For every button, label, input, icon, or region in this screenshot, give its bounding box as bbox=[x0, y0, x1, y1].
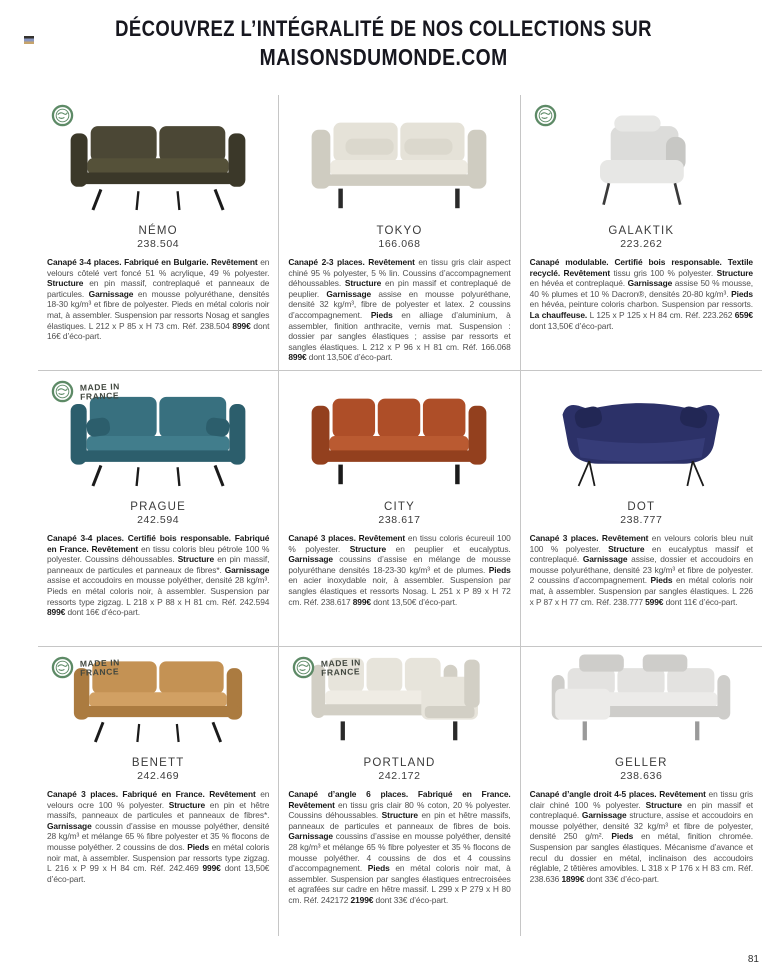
page-header bbox=[0, 0, 768, 71]
header-line2-site: MAISONSDUMONDE.COM bbox=[259, 44, 508, 71]
product-card bbox=[279, 646, 520, 936]
product-grid bbox=[38, 95, 762, 936]
sofa-illustration bbox=[530, 371, 753, 495]
product-description: Canapé modulable. Certifié bois responsable. Textile recyclé. Revêtement tissu gris 100 % polyester. Structure en hévéa et contreplaqué. Garnissage assise 50 % mousse, 40 % plumes et 10 % Dacron®, densités 20-80 kg/m³. Pieds en hévéa, peinture coloris charbon. Suspension par ressorts. La chauffeuse. L 125 x P 125 x H 84 cm. Réf. 223.262 659€ dont 13,50€ d’éco-part. bbox=[529, 257, 753, 331]
product-description: Canapé d’angle droit 4-5 places. Revêtement en tissu gris clair chiné 100 % polyester. Structure en pin massif et contreplaqué. Garnissage structure, assise et accoudoirs en mousse polyéther, densité 32 kg/m³ et fibre de polyester, densité 250 g/m². Pieds en métal, finition chromée. Suspension par sangles élastiques. Mécanisme d’avance et recul du dossier en métal, inclinaison des accoudoirs réglable, 2 têtières amovibles. L 318 x P 176 x H 83 cm. Réf. 238.636 1899€ dont 33€ d’éco-part. bbox=[529, 789, 753, 884]
product-card bbox=[279, 95, 520, 370]
product-code: 223.262 bbox=[620, 238, 663, 250]
badge-area bbox=[51, 656, 120, 679]
eco-globe-badge-icon bbox=[534, 104, 557, 127]
product-name: GELLER bbox=[615, 757, 668, 769]
product-code: 238.636 bbox=[620, 770, 663, 782]
eco-globe-badge-icon bbox=[51, 656, 74, 679]
product-card bbox=[38, 646, 279, 936]
product-name: BENETT bbox=[131, 757, 185, 769]
product-name: PRAGUE bbox=[130, 501, 187, 513]
sofa-illustration bbox=[288, 95, 510, 219]
sofa-illustration bbox=[530, 647, 753, 751]
product-code: 242.594 bbox=[137, 514, 180, 526]
product-code: 238.777 bbox=[620, 514, 663, 526]
product-description: Canapé 3-4 places. Fabriqué en Bulgarie. Revêtement en velours côtelé vert foncé 51 % acrylique, 49 % polyester. Structure en pin massif, contreplaqué et panneaux de particules. Garnissage en mousse polyuréthane, densités 18-30 kg/m³ et fibre de polyester. Pieds en métal coloris noir mat, à assembler. Suspension par ressorts Nosag et sangles élastiques. L 212 x P 85 x H 73 cm. Réf. 238.504 899€ dont 16€ d’éco-part. bbox=[47, 257, 270, 342]
made-in-france-label: MADE IN FRANCE bbox=[79, 656, 121, 678]
product-card bbox=[521, 646, 762, 936]
page-number: 81 bbox=[747, 954, 759, 965]
product-card bbox=[38, 370, 279, 646]
product-name: NÉMO bbox=[138, 225, 178, 237]
badge-area bbox=[51, 104, 74, 127]
sofa-illustration bbox=[47, 95, 269, 219]
product-name: CITY bbox=[383, 501, 415, 513]
header-line1: DÉCOUVREZ L’INTÉGRALITÉ DE NOS COLLECTIONS SUR bbox=[115, 16, 653, 41]
product-description: Canapé 3 places. Revêtement en velours coloris bleu nuit 100 % polyester. Structure en eucalyptus massif et contreplaqué. Garnissage assise, dossier et accoudoirs en mousse polyuréthane, densité 23 kg/m³ et fibre de polyester. 2 coussins d’accompagnement. Pieds en métal coloris noir mat, à assembler. Suspension par sangles élastiques. L 226 x P 87 x H 77 cm. Réf. 238.777 599€ dont 11€ d’éco-part. bbox=[529, 533, 753, 607]
badge-area bbox=[534, 104, 557, 127]
made-in-france-label: MADE IN FRANCE bbox=[79, 380, 121, 402]
sofa-illustration bbox=[288, 371, 510, 495]
product-name: GALAKTIK bbox=[608, 225, 675, 237]
product-description: Canapé d’angle 6 places. Fabriqué en France. Revêtement en tissu gris clair 80 % coton, 20 % polyester. Coussins déhoussables. Structure en pin et hêtre massifs, panneaux de particules et panneaux de fibres de bois. Garnissage coussins d’assise en mousse polyéther, densité 28 kg/m³ et mélange 65 % fibre polyester et 35 % flocons de mousse polyéther. 4 coussins de dos et 4 coussins d’accompagnement. Pieds en métal coloris noir mat, à assembler. Suspension par sangles élastiques entrecroisées et agrafées sur cadre en hêtre massif. L 299 x P 279 x H 80 cm. Réf. 242172 2199€ dont 33€ d’éco-part. bbox=[288, 789, 511, 905]
page-corner-thumbnail-icon bbox=[24, 36, 34, 44]
eco-globe-badge-icon bbox=[292, 656, 315, 679]
product-name: DOT bbox=[627, 501, 656, 513]
eco-globe-badge-icon bbox=[51, 380, 74, 403]
product-card bbox=[38, 95, 279, 370]
product-card bbox=[279, 370, 520, 646]
product-code: 242.172 bbox=[378, 770, 421, 782]
product-name: TOKYO bbox=[376, 225, 423, 237]
product-name: PORTLAND bbox=[363, 757, 436, 769]
sofa-illustration bbox=[530, 95, 753, 219]
product-description: Canapé 2-3 places. Revêtement en tissu gris clair aspect chiné 95 % polyester, 5 % lin. Coussins d’accompagnement déhoussables. Structure en pin massif et contreplaqué de peuplier. Garnissage assise en mousse polyuréthane, densité 32 kg/m³, fibre de polyester et latex. 2 coussins d’accompagnement. Pieds en alliage d’aluminium, à assembler, finition anthracite, vernis mat. Suspension : dossier par sangles élastiques ; assise par ressorts et sangles élastiques. L 212 x P 96 x H 81 cm. Réf. 166.068 899€ dont 13,50€ d’éco-part. bbox=[288, 257, 511, 363]
badge-area bbox=[51, 380, 120, 403]
eco-globe-badge-icon bbox=[51, 104, 74, 127]
product-code: 238.504 bbox=[137, 238, 180, 250]
product-code: 238.617 bbox=[378, 514, 421, 526]
product-card bbox=[521, 95, 762, 370]
made-in-france-label: MADE IN FRANCE bbox=[320, 656, 362, 678]
badge-area bbox=[292, 656, 361, 679]
product-description: Canapé 3 places. Revêtement en tissu coloris écureuil 100 % polyester. Structure en peuplier et eucalyptus. Garnissage coussins d’assise en mélange de mousse polyuréthane densités 18-23-30 kg/m³ et de plumes. Pieds en acier inoxydable noir, à assembler. Suspension par sangles élastiques et ressorts Nosag. L 251 x P 89 x H 72 cm. Réf. 238.617 899€ dont 13,50€ d’éco-part. bbox=[288, 533, 511, 607]
product-card bbox=[521, 370, 762, 646]
product-description: Canapé 3-4 places. Certifié bois responsable. Fabriqué en France. Revêtement en tissu coloris bleu pétrole 100 % polyester. Coussins déhoussables. Structure en pin massif, panneaux de particules et panneaux de fibres*. Garnissage assise et accoudoirs en mousse polyéther, densité 28 kg/m³. Pieds en métal coloris noir, à assembler. Suspension par ressorts type zigzag. L 218 x P 88 x H 81 cm. Réf. 242.594 899€ dont 16€ d’éco-part. bbox=[47, 533, 270, 618]
product-description: Canapé 3 places. Fabriqué en France. Revêtement en velours ocre 100 % polyester. Structure en pin et hêtre massifs, panneaux de particules et panneaux de fibres*. Garnissage coussin d’assise en mousse polyéther, densité 28 kg/m³ et mélange 65 % fibre polyester et 35 % flocons de mousse polyéther. 2 coussins de dos. Pieds en métal coloris noir mat, à assembler. Suspension par ressorts type zigzag. L 216 x P 99 x H 84 cm. Réf. 242.469 999€ dont 13,50€ d’éco-part. bbox=[47, 789, 270, 884]
product-code: 166.068 bbox=[378, 238, 421, 250]
product-code: 242.469 bbox=[137, 770, 180, 782]
